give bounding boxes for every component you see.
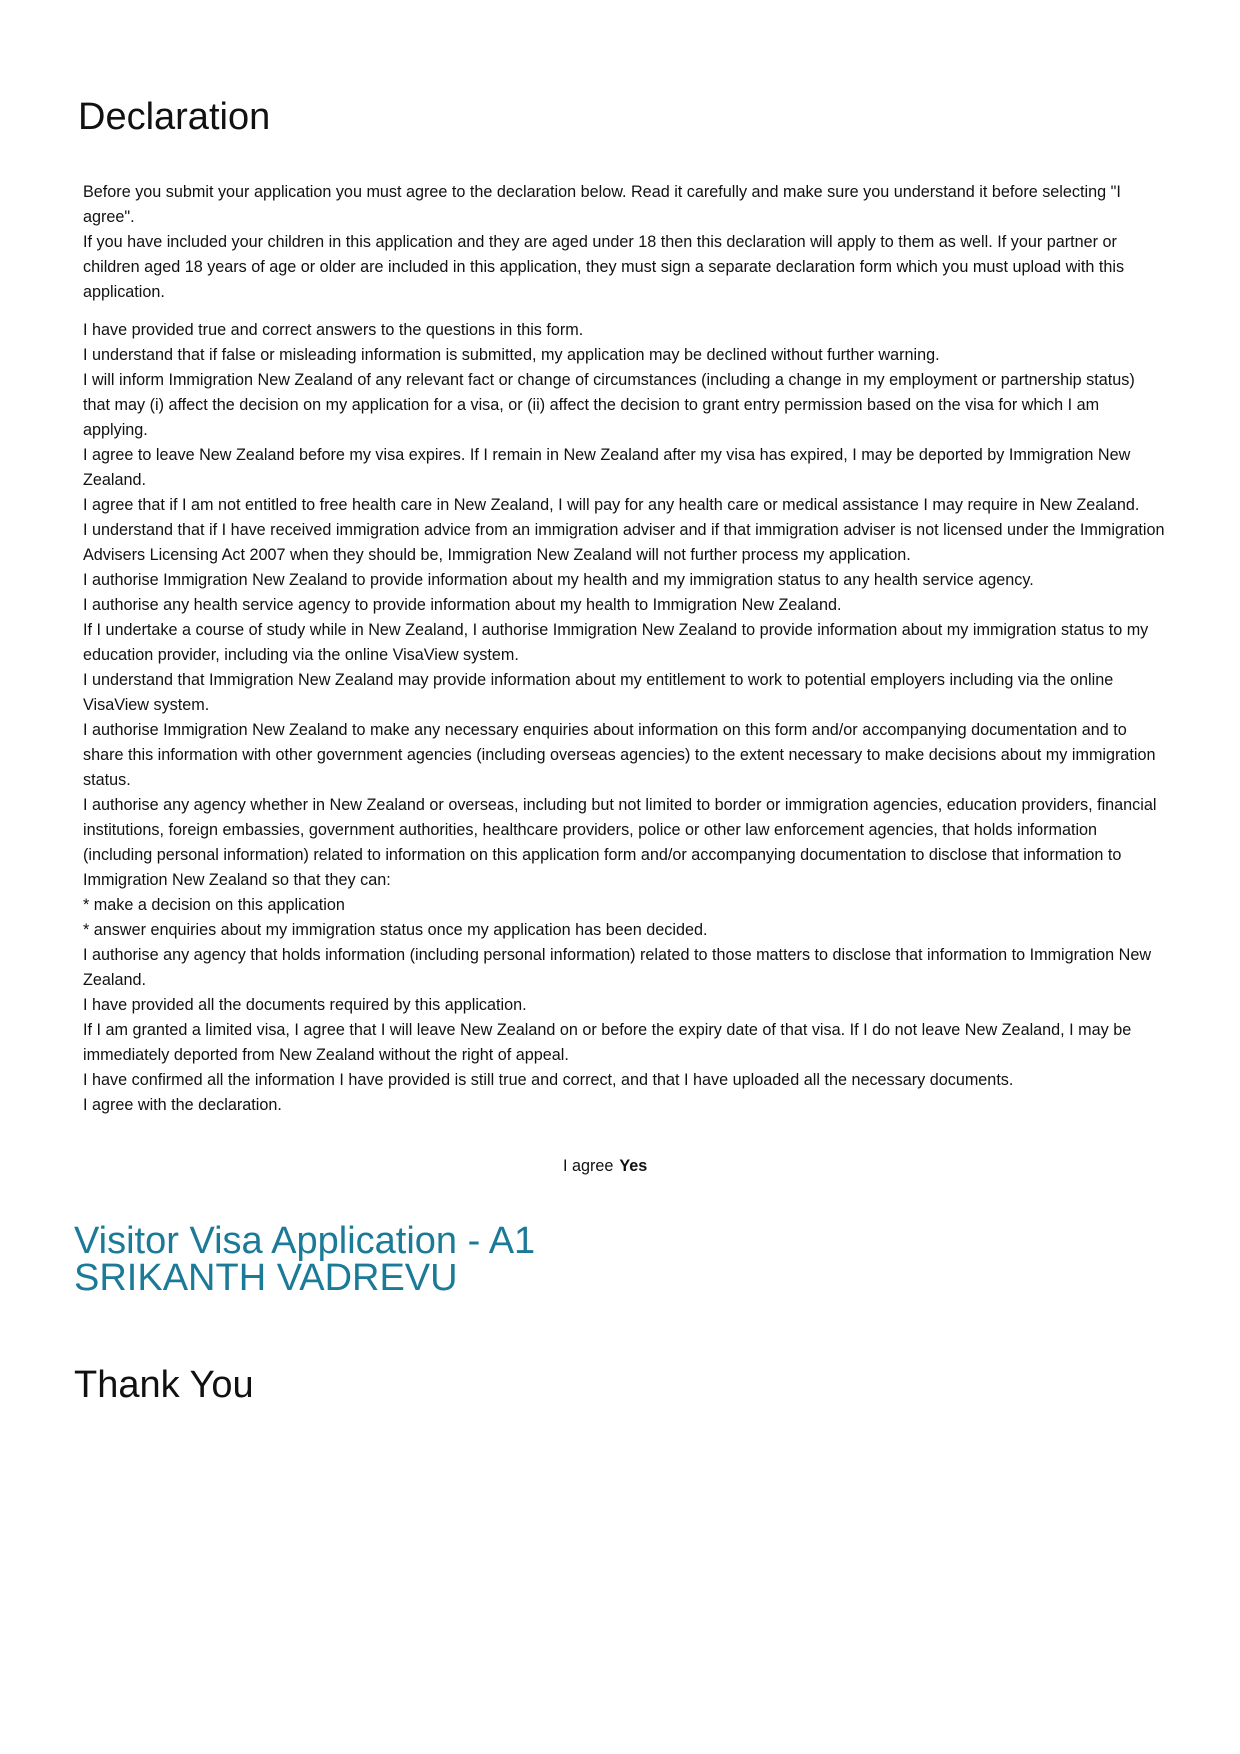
agree-value: Yes	[619, 1157, 648, 1175]
declaration-statement: I agree to leave New Zealand before my visa expires. If I remain in New Zealand after my visa has expired, I may be deported by Immigration New Zealand.	[83, 446, 1131, 489]
visa-application-heading	[74, 1218, 594, 1299]
declaration-statement: * make a decision on this application	[83, 896, 345, 914]
agree-label: I agree	[563, 1157, 614, 1175]
declaration-statement: I understand that Immigration New Zealand may provide information about my entitlement to work to potential employers including via the online VisaView system.	[83, 671, 1114, 714]
declaration-statement: If I undertake a course of study while in New Zealand, I authorise Immigration New Zealand to provide information about my immigration status to my education provider, including via the online VisaView system.	[83, 621, 1149, 664]
declaration-statement: * answer enquiries about my immigration status once my application has been decided.	[83, 921, 708, 939]
declaration-statement: I have provided all the documents required by this application.	[83, 996, 527, 1014]
visa-application-title: Visitor Visa Application - A1	[74, 1220, 536, 1262]
declaration-statement: I authorise Immigration New Zealand to make any necessary enquiries about information on this form and/or accompanying documentation and to share this information with other government agencies (including overseas agencies) to the extent necessary to make decisions about my immigration status.	[83, 721, 1156, 789]
applicant-name: SRIKANTH VADREVU	[74, 1257, 458, 1299]
declaration-statement: I will inform Immigration New Zealand of any relevant fact or change of circumstances (including a change in my employment or partnership status) that may (i) affect the decision on my application for a visa, or (ii) affect the decision to grant entry permission based on the visa for which I am applying.	[83, 371, 1135, 439]
agree-answer-row	[563, 1154, 647, 1179]
declaration-statement: I understand that if I have received immigration advice from an immigration adviser and if that immigration adviser is not licensed under the Immigration Advisers Licensing Act 2007 when they should be, Immigration New Zealand will not further process my application.	[83, 521, 1165, 564]
intro-paragraph: If you have included your children in this application and they are aged under 18 then this declaration will apply to them as well. If your partner or children aged 18 years of age or older are included in this application, they must sign a separate declaration form which you must upload with this application.	[83, 233, 1125, 301]
thank-you-title: Thank You	[74, 1364, 254, 1406]
declaration-title: Declaration	[78, 96, 271, 138]
declaration-statement: I authorise Immigration New Zealand to provide information about my health and my immigration status to any health service agency.	[83, 571, 1034, 589]
declaration-statement: I agree that if I am not entitled to free health care in New Zealand, I will pay for any health care or medical assistance I may require in New Zealand.	[83, 496, 1140, 514]
declaration-statements	[83, 318, 1165, 1118]
intro-paragraph: Before you submit your application you must agree to the declaration below. Read it carefully and make sure you understand it before selecting "I agree".	[83, 183, 1121, 226]
declaration-statement: If I am granted a limited visa, I agree that I will leave New Zealand on or before the expiry date of that visa. If I do not leave New Zealand, I may be immediately deported from New Zealand without the right of appeal.	[83, 1021, 1132, 1064]
declaration-statement: I authorise any agency whether in New Zealand or overseas, including but not limited to border or immigration agencies, education providers, financial institutions, foreign embassies, government authorities, healthcare providers, police or other law enforcement agencies, that holds information (including personal information) related to information on this application form and/or accompanying documentation to disclose that information to Immigration New Zealand so that they can:	[83, 796, 1157, 889]
declaration-intro	[83, 180, 1165, 305]
declaration-statement: I understand that if false or misleading information is submitted, my application may be declined without further warning.	[83, 346, 940, 364]
declaration-statement: I authorise any health service agency to provide information about my health to Immigration New Zealand.	[83, 596, 842, 614]
declaration-statement: I agree with the declaration.	[83, 1096, 282, 1114]
declaration-statement: I have confirmed all the information I have provided is still true and correct, and that I have uploaded all the necessary documents.	[83, 1071, 1014, 1089]
declaration-statement: I authorise any agency that holds information (including personal information) related to those matters to disclose that information to Immigration New Zealand.	[83, 946, 1152, 989]
declaration-statement: I have provided true and correct answers to the questions in this form.	[83, 321, 584, 339]
